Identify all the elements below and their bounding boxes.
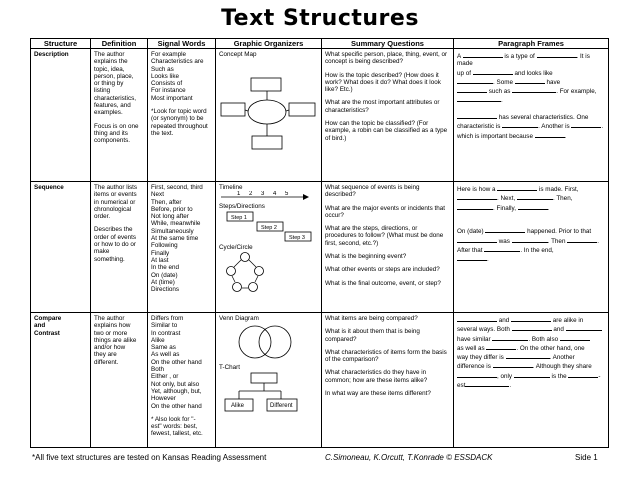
text-line: Both (151, 366, 164, 374)
frame-line (457, 236, 605, 245)
blank-line[interactable] (493, 361, 533, 368)
text-line: Looks like (151, 72, 180, 80)
frame-text: was (497, 237, 512, 245)
frame-line (457, 315, 605, 324)
frame-line (457, 352, 605, 361)
text-line: Consists of (151, 80, 183, 88)
frame-text: is made. First, (537, 186, 579, 193)
footer-note: *All five text structures are tested on Kansas Reading Assessment (32, 453, 267, 462)
tchart-diagram (219, 371, 317, 421)
frame-text: . (509, 382, 512, 390)
blank-line[interactable] (457, 254, 489, 264)
text-line: While, meanwhile (151, 220, 201, 228)
frame-text: . Although they share (532, 363, 592, 371)
frame-text: . (564, 132, 567, 140)
header-paragraph-frames: Paragraph Frames (454, 39, 609, 49)
blank-line[interactable] (457, 112, 497, 119)
text-line: Focus is on one (94, 122, 139, 130)
text-line: However (151, 395, 176, 403)
text-line: Directions (151, 286, 179, 294)
text-line: order. (94, 213, 111, 221)
frame-text: such as (487, 88, 513, 96)
blank-line[interactable] (512, 324, 552, 331)
text-line: components. (94, 137, 131, 145)
frame-line (457, 105, 605, 112)
blank-line[interactable] (560, 334, 590, 341)
frame-text: difference is (457, 363, 493, 371)
frame-line (457, 112, 605, 121)
text-line: thing and its (94, 129, 128, 137)
blank-line[interactable] (457, 371, 497, 378)
frame-text: . Both also (528, 335, 560, 343)
signal-words-cell (148, 313, 216, 448)
cycle-label: Cycle/Circle (219, 244, 253, 251)
frame-text: Here is how a (457, 186, 498, 193)
organizer-cell (216, 49, 322, 182)
text-line: What characteristics do they have in (325, 369, 427, 377)
frame-text: happened. Prior to that (525, 228, 592, 236)
text-line: The author lists (94, 184, 138, 191)
text-line: How is the topic described? (How does it (325, 71, 439, 79)
frame-line (457, 77, 605, 86)
blank-line[interactable] (518, 203, 548, 210)
text-line: est" words: best, (151, 423, 198, 431)
page-title: Text Structures (221, 6, 419, 31)
text-line: Not long after (151, 213, 189, 221)
blank-line[interactable] (514, 371, 550, 378)
text-line: work? What does it do? What does it look (325, 78, 441, 86)
text-line: What sequence of events is being (325, 184, 420, 191)
text-line: (or synonym) to be (151, 115, 204, 123)
text-line: explains how (94, 322, 131, 330)
timeline-tick: 1 (237, 191, 241, 197)
blank-line[interactable] (457, 315, 497, 322)
blank-line[interactable] (517, 193, 553, 200)
text-line: What is the final outcome, event, or step? (325, 279, 441, 287)
row-compare-contrast (31, 313, 609, 448)
timeline-tick: 3 (261, 191, 265, 197)
blank-line[interactable] (535, 131, 565, 138)
text-line: What is it about them that is being (325, 328, 420, 336)
frame-text: is a type of (502, 53, 537, 60)
text-line: Similar to (151, 322, 178, 330)
text-line: first, second, etc.?) (325, 239, 379, 247)
blank-line[interactable] (457, 95, 503, 105)
frame-line (457, 193, 605, 202)
timeline-tick: 2 (249, 191, 253, 197)
text-line: they are (94, 351, 117, 359)
definition-cell (91, 49, 148, 182)
steps-label: Steps/Directions (219, 203, 265, 210)
frame-text: which is important because (457, 132, 535, 140)
blank-line[interactable] (566, 324, 602, 331)
summary-questions-cell (322, 49, 454, 182)
frame-text: as well as (457, 344, 487, 352)
text-line: listing (94, 87, 111, 95)
text-line: procedures to follow? (What must be done (325, 232, 444, 240)
text-line: something. (94, 255, 125, 263)
step-1: Step 1 (231, 215, 247, 221)
signal-words-cell (148, 182, 216, 313)
frame-line (457, 361, 605, 370)
frame-text: have similar (457, 335, 493, 343)
structure-name-line: Compare (34, 315, 62, 322)
text-line: characteristics? (325, 106, 369, 114)
text-line: On the other hand (151, 402, 202, 410)
frame-text: . On the other hand, one (516, 344, 585, 352)
text-line: common; how are these items alike? (325, 376, 428, 384)
text-structures-table (30, 38, 609, 448)
paragraph-frames-cell (454, 313, 609, 448)
blank-line[interactable] (497, 184, 537, 191)
organizer-cell (216, 182, 322, 313)
text-line: What items are being compared? (325, 315, 418, 322)
frame-text: several ways. Both (457, 326, 512, 334)
steps-diagram (219, 210, 317, 244)
text-line: Yet, although, but, (151, 387, 202, 395)
text-line: In contrast (151, 329, 181, 337)
blank-line[interactable] (457, 193, 497, 200)
text-line: On (date) (151, 271, 178, 279)
step-3: Step 3 (289, 235, 305, 241)
header-summary-questions: Summary Questions (322, 39, 454, 49)
blank-line[interactable] (457, 236, 497, 243)
text-line: items or events (94, 191, 137, 199)
text-line: At last (151, 256, 169, 264)
header-graphic-organizers: Graphic Organizers (216, 39, 322, 49)
text-line: person, place, (94, 72, 134, 80)
frame-text: . Then, (552, 195, 573, 203)
frame-text: . Some (493, 78, 515, 86)
text-line: concept is being described? (325, 58, 404, 66)
text-line: As well as (151, 351, 180, 359)
frame-text: . (597, 237, 599, 245)
frame-line (457, 212, 605, 219)
frame-text: On (date) (457, 228, 486, 236)
text-line: For instance (151, 87, 186, 95)
header-row (31, 39, 609, 49)
frame-line (457, 95, 605, 104)
venn-label: Venn Diagram (219, 315, 259, 322)
cycle-diagram (219, 251, 317, 299)
frame-line (457, 254, 605, 263)
text-line: things are alike (94, 336, 137, 344)
text-line: In the end (151, 264, 180, 272)
frame-text: . Another (549, 354, 575, 362)
text-line: What are the most important attributes or (325, 99, 440, 107)
row-sequence (31, 182, 609, 313)
structure-sequence: Sequence (31, 182, 91, 313)
frame-line (457, 68, 605, 77)
text-line: Then, after (151, 198, 182, 206)
frame-line (457, 245, 605, 254)
text-line: What characteristics of items form the basis (325, 348, 447, 356)
text-line: described? (325, 191, 356, 199)
frame-text: . Another is (538, 123, 572, 131)
frame-text: has several characteristics. One (497, 114, 589, 122)
text-line: How can the topic be classified? (For (325, 120, 429, 128)
frame-text: are alike in (551, 317, 584, 324)
blank-line[interactable] (568, 371, 598, 378)
blank-line[interactable] (484, 245, 520, 252)
frame-text: have (544, 78, 561, 86)
text-line: The author (94, 51, 125, 58)
text-line: order of events (94, 233, 137, 241)
frame-line (457, 226, 605, 235)
blank-line[interactable] (473, 68, 513, 75)
header-definition: Definition (91, 39, 148, 49)
text-line: Simultaneously (151, 227, 194, 235)
slide-number: Side 1 (575, 453, 598, 462)
concept-map-diagram (219, 58, 317, 168)
text-line: or thing by (94, 80, 124, 88)
frame-line (457, 131, 605, 140)
frame-line (457, 203, 605, 212)
frame-text: . It is made (457, 53, 590, 68)
header-structure: Structure (31, 39, 91, 49)
text-line: chronological (94, 205, 132, 213)
text-line: First, second, third (151, 184, 203, 191)
frame-line (457, 86, 605, 95)
timeline-tick: 4 (273, 191, 277, 197)
frame-text: , only (497, 372, 514, 380)
header-signal-words: Signal Words (148, 39, 216, 49)
text-line: What are the steps, directions, or (325, 225, 418, 233)
frame-line (457, 324, 605, 333)
paragraph-frames-cell (454, 182, 609, 313)
frame-text: After that (457, 247, 485, 255)
text-line: At the same time (151, 235, 199, 243)
text-line: explains the (94, 58, 128, 66)
text-line: Before, prior to (151, 205, 193, 213)
definition-cell (91, 313, 148, 448)
blank-line[interactable] (485, 226, 525, 233)
signal-words-cell (148, 49, 216, 182)
text-line: Such as (151, 65, 174, 73)
tchart-alike: Alike (231, 403, 245, 409)
text-line: Characteristics are (151, 58, 204, 66)
definition-cell (91, 182, 148, 313)
frame-line (457, 343, 605, 352)
blank-line[interactable] (463, 51, 503, 58)
organizer-cell (216, 313, 322, 448)
text-line: Alike (151, 336, 165, 344)
blank-line[interactable] (567, 236, 597, 243)
blank-line[interactable] (506, 352, 550, 359)
text-line: of bird.) (325, 134, 347, 142)
frame-line (457, 51, 605, 68)
frame-text: . Finally, (493, 204, 518, 212)
frame-text: . Then (547, 237, 568, 245)
text-line: At (time) (151, 278, 175, 286)
text-line: characteristics, (94, 94, 136, 102)
text-line: In what way are these items different? (325, 390, 431, 398)
blank-line[interactable] (515, 77, 545, 84)
blank-line[interactable] (457, 86, 487, 93)
text-line: Following (151, 242, 178, 250)
footer-credit: C.Simoneau, K.Orcutt, T.Konrade © ESSDACK (325, 453, 493, 462)
structure-description: Description (31, 49, 91, 182)
text-line: Differs from (151, 315, 184, 322)
frame-text: . (487, 256, 489, 264)
tchart-label: T-Chart (219, 364, 240, 371)
tchart-different: Different (270, 403, 293, 409)
text-line: Either , or (151, 373, 179, 381)
frame-text: and (551, 326, 566, 334)
blank-line[interactable] (457, 77, 493, 84)
blank-line[interactable] (465, 380, 512, 390)
frame-line (457, 184, 605, 193)
text-line: repeated throughout (151, 122, 208, 130)
text-line: What are the major events or incidents that (325, 204, 446, 212)
text-line: What is the beginning event? (325, 253, 407, 261)
frame-text: way they differ is (457, 354, 506, 362)
blank-line[interactable] (457, 203, 493, 210)
text-line: compared? (325, 335, 357, 343)
text-line: Finally (151, 249, 170, 257)
frame-text: and looks like (512, 69, 553, 77)
concept-map-label: Concept Map (219, 51, 257, 58)
text-line: On the other hand (151, 358, 202, 366)
text-line: topic, idea, (94, 65, 125, 73)
blank-line[interactable] (502, 121, 538, 128)
blank-line[interactable] (537, 51, 577, 58)
text-line: in numerical or (94, 198, 136, 206)
frame-text: characteristic is (457, 123, 503, 131)
text-line: What specific person, place, thing, event, or (325, 51, 448, 58)
frame-text: . Next, (497, 195, 517, 203)
timeline-label: Timeline (219, 184, 243, 191)
frame-line (457, 121, 605, 130)
step-2: Step 2 (261, 225, 277, 231)
text-line: like? Etc.) (325, 86, 353, 94)
text-line: example, a robin can be classified as a type (325, 127, 448, 135)
venn-diagram (219, 322, 317, 364)
structure-name-line: Contrast (34, 329, 60, 337)
text-line: occur? (325, 211, 344, 219)
summary-questions-cell (322, 182, 454, 313)
text-line: *Look for topic word (151, 108, 207, 116)
frame-text: up of (457, 69, 473, 77)
text-line: Next (151, 191, 164, 199)
frame-text: is the (549, 372, 569, 380)
text-line: make (94, 248, 110, 256)
text-line: or how to do or (94, 241, 137, 249)
blank-line[interactable] (512, 86, 556, 93)
timeline-tick: 5 (285, 191, 289, 197)
text-line: and/or how (94, 344, 126, 352)
text-line: features, and (94, 102, 131, 110)
text-line: For example (151, 51, 186, 58)
text-line: different. (94, 358, 119, 366)
frame-text: -est (457, 372, 601, 390)
frame-text: and (497, 317, 512, 324)
frame-text: . (501, 97, 503, 105)
frame-line (457, 371, 605, 390)
frame-text: . In the end, (520, 247, 554, 255)
text-line: Describes the (94, 226, 133, 234)
row-description (31, 49, 609, 182)
structure-name-line: and (34, 322, 46, 330)
text-line: The author (94, 315, 125, 322)
frame-line (457, 334, 605, 343)
text-line: What other events or steps are included? (325, 266, 440, 274)
text-line: Most important (151, 94, 193, 102)
blank-line[interactable] (486, 343, 516, 350)
blank-line[interactable] (492, 334, 528, 341)
text-line: examples. (94, 109, 123, 117)
blank-line[interactable] (512, 236, 548, 243)
frame-text: A (457, 53, 463, 60)
text-line: Same as (151, 344, 176, 352)
paragraph-frames-cell (454, 49, 609, 182)
text-line: Not only, but also (151, 380, 200, 388)
text-line: the text. (151, 129, 174, 137)
text-line: * Also look for "- (151, 415, 196, 423)
frame-text: . For example, (556, 88, 597, 96)
blank-line[interactable] (571, 121, 604, 131)
structure-compare-contrast (31, 313, 91, 448)
blank-line[interactable] (511, 315, 551, 322)
summary-questions-cell (322, 313, 454, 448)
frame-line (457, 219, 605, 226)
text-line: fewest, tallest, etc. (151, 430, 203, 438)
frame-text: . (601, 123, 604, 131)
text-line: two or more (94, 329, 128, 337)
text-line: of the comparison? (325, 356, 379, 364)
timeline-diagram (219, 191, 317, 203)
frame-text: . (547, 204, 550, 212)
